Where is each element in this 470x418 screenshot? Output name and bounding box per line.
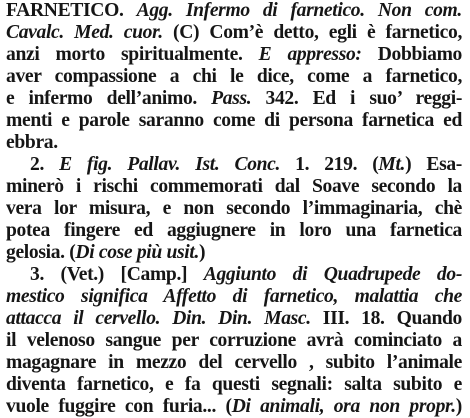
citation: attacca il cervello. Din. Din. Masc. (6, 308, 311, 329)
quote-text: diventa farnetico, e fa questi segnali: salta subito e (6, 374, 462, 395)
quote-text: (C) Com’è detto, egli è farnetico, (162, 22, 462, 43)
quote-text: aver compassione a chi le dice, come a farnetico, (6, 66, 462, 87)
quote-text: ) Esa- (405, 154, 462, 175)
entry-line (6, 132, 58, 154)
quote-text: potea fingere ed aggiugnere in loro una farnetica (6, 220, 462, 241)
headword: FARNETICO. (6, 0, 137, 21)
definition: Aggiunto di Quadrupede do- (203, 264, 462, 285)
entry-line (6, 330, 462, 352)
quote-text: magagnare in mezzo del cervello , subito l’animale (6, 352, 462, 373)
quote-text: ebbra. (6, 132, 58, 153)
quote-text: Dobbiamo (361, 44, 462, 65)
usage-note: Di cose più usit. (75, 242, 200, 263)
entry-line (6, 66, 462, 88)
quote-text: 342. Ed i suo’ reggi- (251, 88, 463, 109)
quote-text: il velenoso sangue per corruzione avrà cominciato a (6, 330, 462, 351)
citation: Pass. (211, 88, 252, 109)
entry-line (6, 352, 462, 374)
entry-line (6, 176, 462, 198)
grammar-note: Agg. Infermo di farnetico. Non com. (136, 0, 462, 21)
entry-line (6, 374, 462, 396)
entry-line (6, 396, 462, 418)
quote-text: vera lor misura, e non secondo l’immaginaria, chè (6, 198, 462, 219)
citation-abbrev: Mt. (378, 154, 406, 175)
entry-line (6, 242, 205, 264)
entry-line (6, 22, 462, 44)
usage-note: Di animali, ora non propr. (231, 396, 456, 417)
entry-line (6, 44, 462, 66)
citation: Cavalc. Med. cuor. (6, 22, 163, 43)
entry-line (6, 0, 462, 22)
entry-line (6, 220, 462, 242)
citation: E fig. Pallav. Ist. Conc. (59, 154, 281, 175)
quote-text: minerò i rischi commemorati dal Soave secondo la (6, 176, 462, 197)
citation: E appresso: (258, 44, 362, 65)
entry-line (6, 88, 462, 110)
citation-ref: 1. 219. ( (280, 154, 379, 175)
sense-2-line (30, 154, 462, 176)
definition: mestico significa Affetto di farnetico, malattia che (6, 286, 462, 307)
quote-text: III. 18. Quando (310, 308, 462, 329)
entry-line (6, 198, 462, 220)
quote-text: anzi morto spiritualmente. (6, 44, 259, 65)
sense-number: 2. (30, 154, 60, 175)
entry-line (6, 286, 462, 308)
quote-text: vuole fuggire con furia... ( (6, 396, 232, 417)
quote-text: gelosia. ( (6, 242, 76, 263)
quote-text: menti e parole saranno come di persona farnetica ed (6, 110, 462, 131)
sense-number: 3. (Vet.) [Camp.] (30, 264, 204, 285)
quote-text: e infermo dell’animo. (6, 88, 212, 109)
quote-text: ) (455, 396, 462, 417)
sense-3-line (30, 264, 462, 286)
entry-line (6, 110, 462, 132)
entry-line (6, 308, 462, 330)
quote-text: ) (199, 242, 206, 263)
